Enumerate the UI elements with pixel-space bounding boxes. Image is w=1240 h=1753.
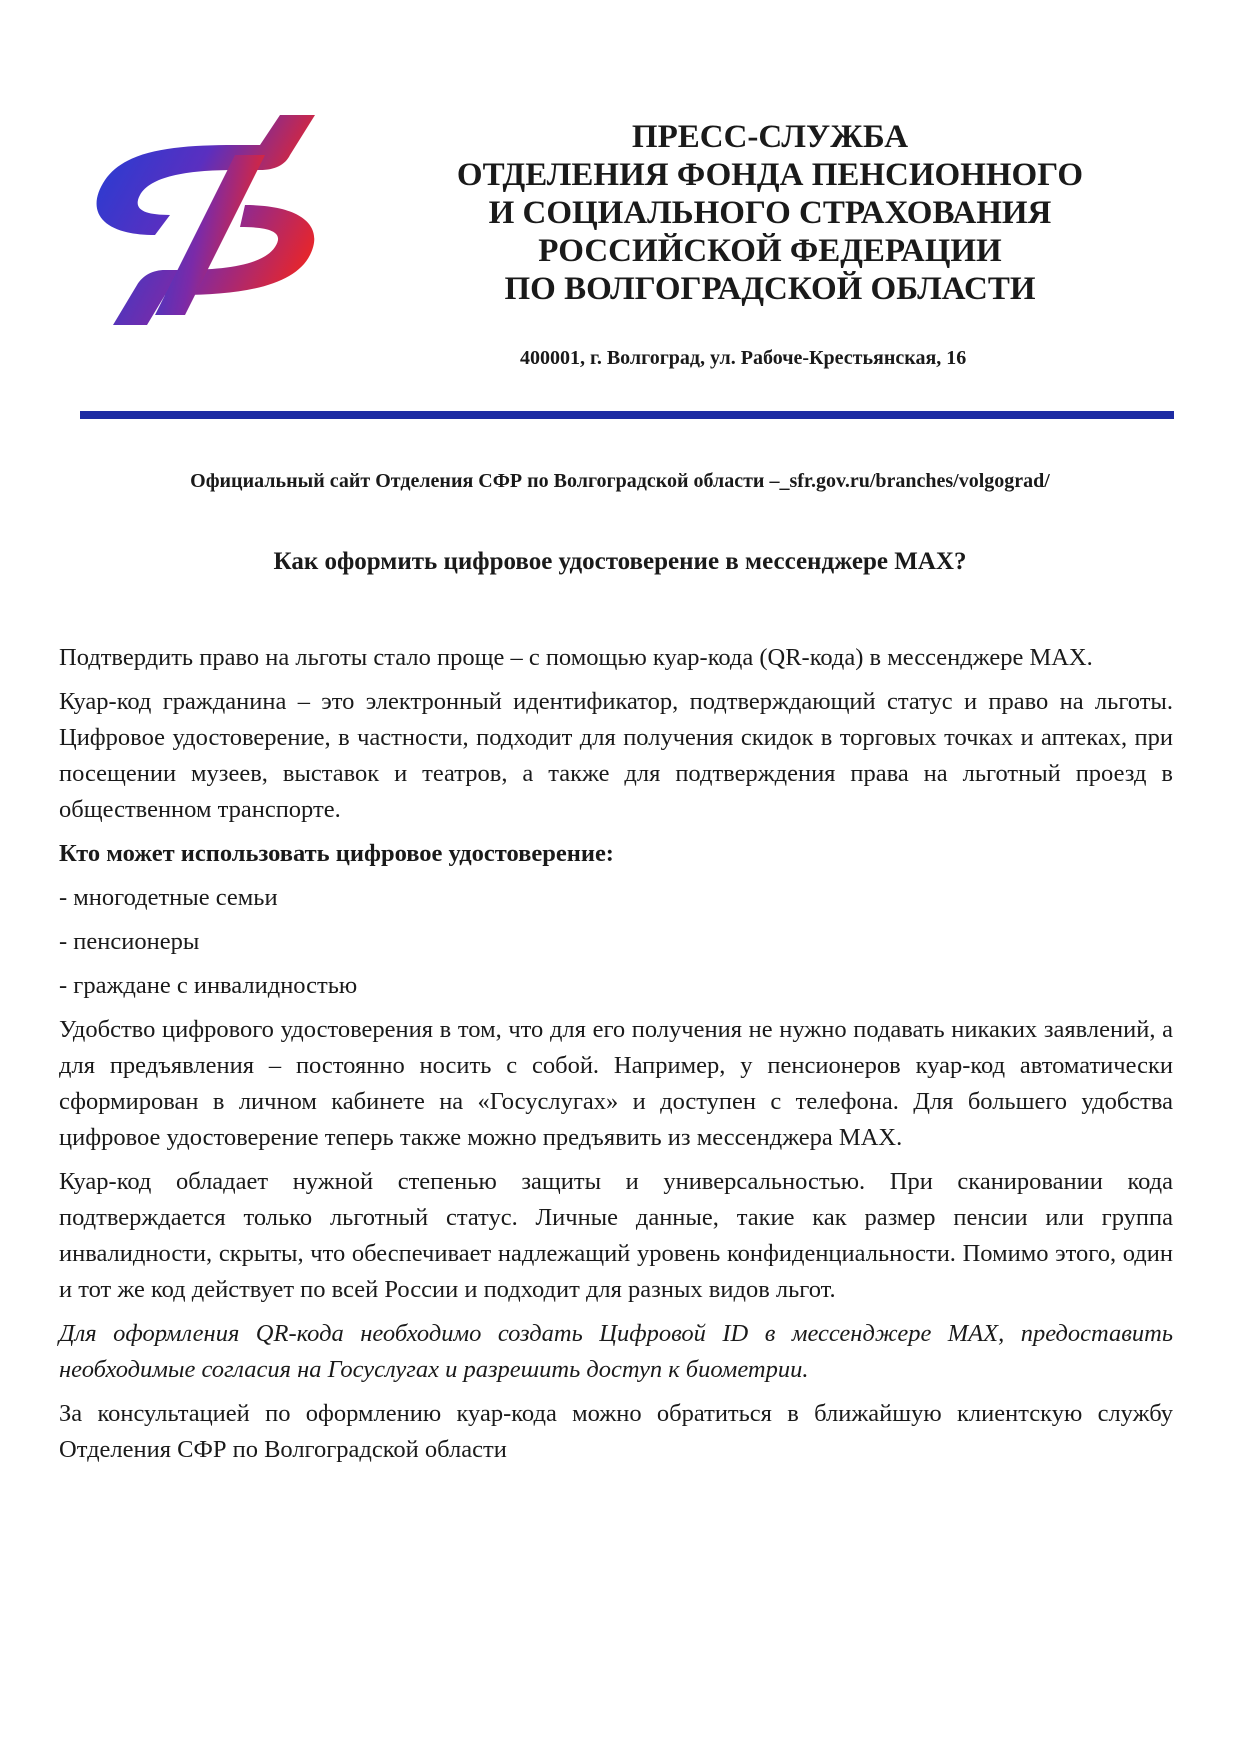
subheading: Кто может использовать цифровое удостоверение:	[59, 840, 614, 867]
paragraph: Подтвердить право на льготы стало проще – с помощью куар-кода (QR-кода) в мессенджере MAX.	[59, 644, 1093, 671]
org-title-line: ПО ВОЛГОГРАДСКОЙ ОБЛАСТИ	[504, 271, 1036, 307]
address: 400001, г. Волгоград, ул. Рабоче-Крестьянская, 16	[520, 347, 967, 369]
paragraph: Куар-код гражданина – это электронный идентификатор, подтверждающий статус и право на льготы. Цифровое удостоверение, в частности, подходит для получения скидок в торговых точках и аптеках, при посещении музеев, выставок и театров, а также для подтверждения права на льготный проезд в общественном транспорте.	[59, 688, 1173, 823]
org-title	[380, 118, 1160, 308]
paragraph: За консультацией по оформлению куар-кода можно обратиться в ближайшую клиентскую службу Отделения СФР по Волгоградской области	[59, 1400, 1173, 1463]
list-item: - граждане с инвалидностью	[59, 972, 358, 999]
org-title-line: И СОЦИАЛЬНОГО СТРАХОВАНИЯ	[488, 195, 1052, 231]
org-title-line: ПРЕСС-СЛУЖБА	[631, 119, 909, 155]
header-divider	[80, 411, 1174, 419]
paragraph: Удобство цифрового удостоверения в том, что для его получения не нужно подавать никаких заявлений, а для предъявления – постоянно носить с собой. Например, у пенсионеров куар-код автоматически сформирован в личном кабинете на «Госуслугах» и доступен с телефона. Для большего удобства цифровое удостоверение теперь также можно предъявить из мессенджера MAX.	[59, 1016, 1173, 1151]
sfr-logo-icon	[85, 115, 325, 325]
article-body	[59, 640, 1173, 1476]
org-title-line: ОТДЕЛЕНИЯ ФОНДА ПЕНСИОННОГО	[456, 157, 1084, 193]
paragraph: Куар-код обладает нужной степенью защиты и универсальностью. При сканировании кода подтверждается только льготный статус. Личные данные, такие как размер пенсии или группа инвалидности, скрыты, что обеспечивает надлежащий уровень конфиденциальности. Помимо этого, один и тот же код действует по всей России и подходит для разных видов льгот.	[59, 1168, 1173, 1303]
list-item: - многодетные семьи	[59, 884, 278, 911]
official-site-line: Официальный сайт Отделения СФР по Волгоградской области –_sfr.gov.ru/branches/volgograd/	[190, 470, 1050, 492]
article-headline: Как оформить цифровое удостоверение в мессенджере MAX?	[273, 548, 967, 575]
list-item: - пенсионеры	[59, 928, 200, 955]
italic-paragraph: Для оформления QR-кода необходимо создать Цифровой ID в мессенджере MAX, предоставить необходимые согласия на Госуслугах и разрешить доступ к биометрии.	[59, 1320, 1173, 1383]
org-title-line: РОССИЙСКОЙ ФЕДЕРАЦИИ	[538, 233, 1002, 269]
